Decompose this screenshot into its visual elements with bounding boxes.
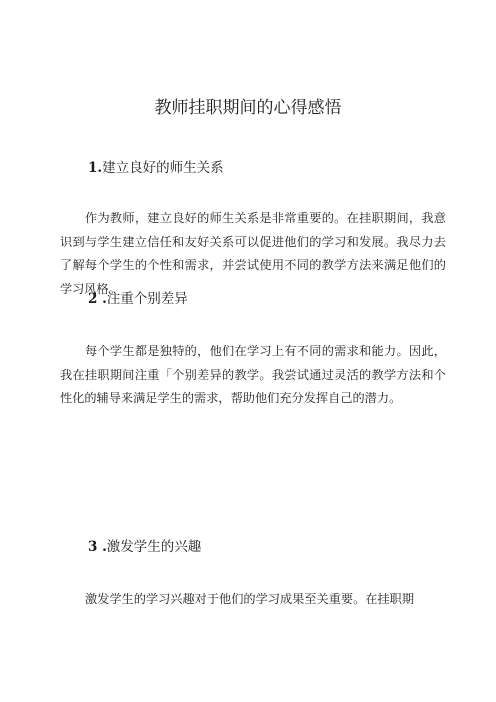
document-title: 教师挂职期间的心得感悟 xyxy=(154,98,342,118)
section-heading-text: 建立良好的师生关系 xyxy=(102,160,224,176)
section-heading-text: 注重个别差异 xyxy=(106,291,188,307)
section-heading xyxy=(88,537,201,557)
section-number: 1. xyxy=(88,160,103,176)
section-paragraph: 激发学生的学习兴趣对于他们的学习成果至关重要。在挂职期 xyxy=(85,592,415,606)
section-number: 3 . xyxy=(88,539,107,555)
section-paragraph: 作为教师，建立良好的师生关系是非常重要的。在挂职期间，我意识到与学生建立信任和友好关系可以促进他们的学习和发展。我尽力去了解每个学生的个性和需求，并尝试使用不同的教学方法来满足他们的学习风格。 xyxy=(60,211,446,296)
section-heading xyxy=(88,158,224,178)
section-heading-text: 激发学生的兴趣 xyxy=(106,539,202,555)
section-heading xyxy=(88,289,188,309)
section-paragraph: 每个学生都是独特的，他们在学习上有不同的需求和能力。因此，我在挂职期间注重「个别差异的教学。我尝试通过灵活的教学方法和个性化的辅导来满足学生的需求，帮助他们充分发挥自己的潜力。 xyxy=(60,344,446,406)
section-number: 2 . xyxy=(88,291,107,307)
